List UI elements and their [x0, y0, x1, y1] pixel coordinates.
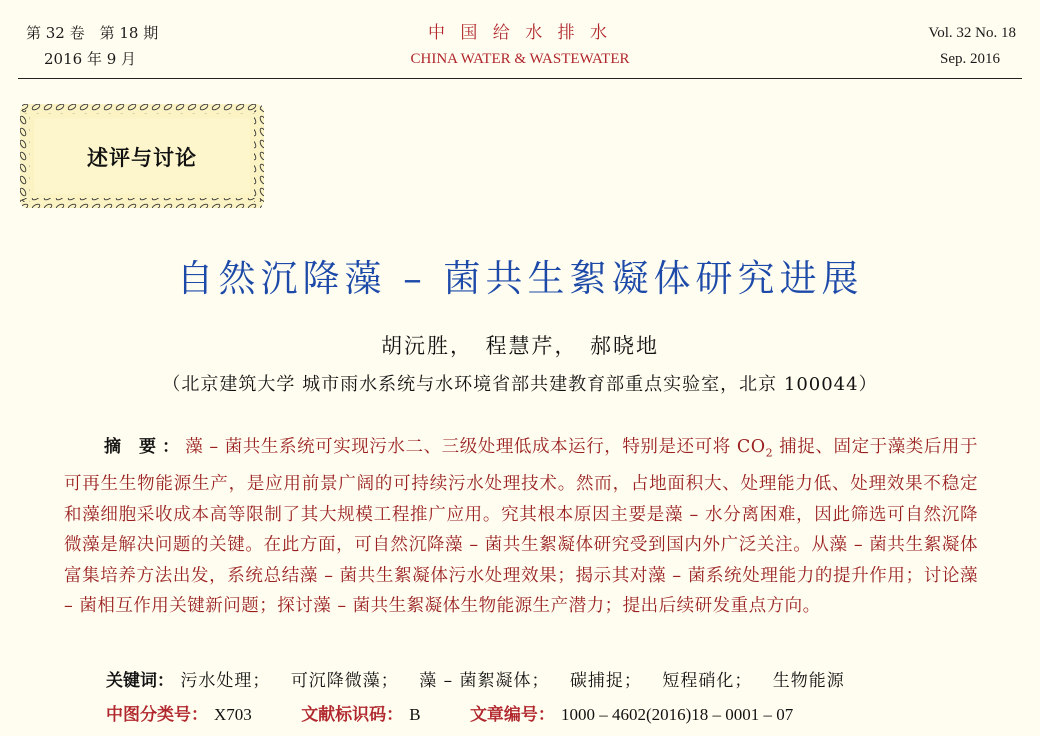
header-left — [26, 20, 158, 72]
abstract-label: 摘 要： — [104, 437, 186, 457]
date-cn: 2016 年 9 月 — [44, 50, 137, 68]
volume-issue-cn: 第 32 卷 第 18 期 — [26, 24, 159, 42]
journal-header — [0, 0, 1040, 80]
keyword-item: 藻 – 菌絮凝体； — [419, 671, 550, 691]
article-title: 自然沉降藻 – 菌共生絮凝体研究进展 — [176, 257, 864, 300]
doc-code-value: B — [409, 705, 421, 724]
header-right — [928, 20, 1016, 72]
keywords-label: 关键词： — [106, 671, 174, 691]
date-en: Sep. 2016 — [940, 51, 1000, 67]
abstract-text-part2: 捕捉、固定于藻类后用于可再生生物能源生产，是应用前景广阔的可持续污水处理技术。然而，占地面积大、处理能力低、处理效果不稳定和藻细胞采收成本高等限制了其大规模工程推广应用。究其根本原因主要是藻 – 水分离困难，因此筛选可自然沉降微藻是解决问题的关键。在此方面，可自然沉降藻 – 菌共生絮凝体研究受到国内外广泛关注。从藻 – 菌共生絮凝体富集培养方法出发，系统总结藻 – 菌共生絮凝体污水处理效果；揭示其对藻 – 菌系统处理能力的提升作用；讨论藻 – 菌相互作用关键新问题；探讨藻 – 菌共生絮凝体生物能源生产潜力；提出后续研发重点方向。 — [64, 437, 978, 616]
article-number-value: 1000 – 4602(2016)18 – 0001 – 07 — [560, 705, 794, 724]
journal-name-en: CHINA WATER & WASTEWATER — [410, 51, 630, 67]
author-affiliation: （北京建筑大学 城市雨水系统与水环境省部共建教育部重点实验室，北京 100044） — [162, 374, 878, 395]
abstract — [64, 432, 978, 622]
abstract-text-part1: 藻 – 菌共生系统可实现污水二、三级处理低成本运行，特别是还可将 CO — [185, 437, 766, 457]
keyword-item: 生物能源 — [772, 671, 845, 691]
doc-code-label: 文献标识码： — [301, 705, 404, 725]
clc-value: X703 — [214, 705, 252, 724]
header-divider — [18, 78, 1022, 79]
section-label: 述评与讨论 — [87, 146, 197, 170]
clc-label: 中图分类号： — [106, 705, 208, 725]
volume-issue-en: Vol. 32 No. 18 — [928, 25, 1016, 41]
article-number-label: 文章编号： — [469, 705, 555, 725]
keyword-item: 污水处理； — [180, 671, 271, 691]
keyword-item: 短程硝化； — [662, 671, 753, 691]
article-authors: 胡沅胜， 程慧芹， 郝晓地 — [381, 334, 659, 358]
co2-subscript: 2 — [765, 446, 774, 460]
keywords — [106, 666, 1006, 691]
keyword-item: 碳捕捉； — [569, 671, 642, 691]
journal-name — [370, 20, 670, 72]
journal-name-cn: 中 国 给 水 排 水 — [427, 23, 613, 43]
classification-line — [106, 700, 1006, 725]
section-badge — [18, 102, 266, 210]
keyword-item: 可沉降微藻； — [290, 671, 399, 691]
